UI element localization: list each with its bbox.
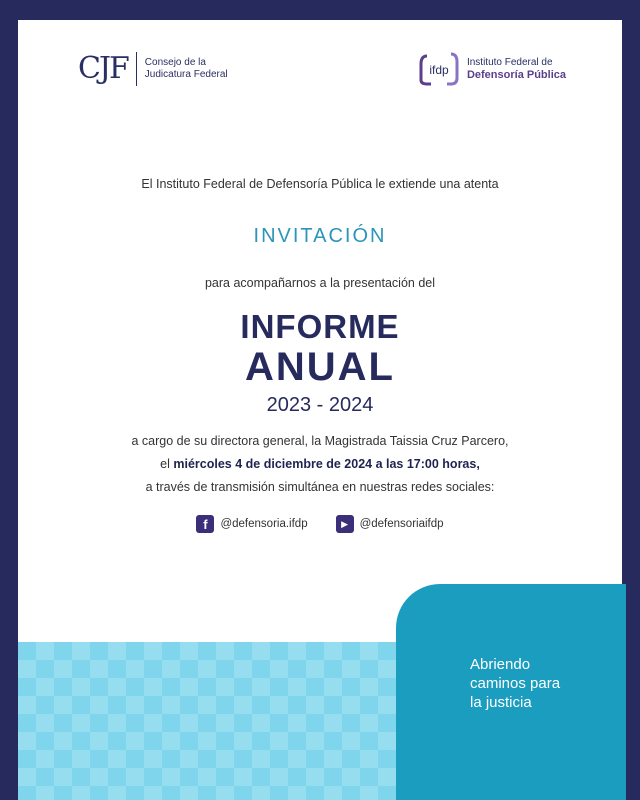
logo-divider <box>136 52 137 86</box>
slogan-line3: la justicia <box>470 694 532 711</box>
ifdp-name-line1: Instituto Federal de <box>466 57 553 68</box>
intro-text: El Instituto Federal de Defensoría Pública le extiende una atenta <box>141 177 499 191</box>
social-links <box>18 515 622 533</box>
broadcast-text: a través de transmisión simultánea en nuestras redes sociales: <box>145 480 495 494</box>
youtube-icon: ▶ <box>336 515 354 533</box>
presenter-text: a cargo de su directora general, la Magistrada Taissia Cruz Parcero, <box>131 434 509 448</box>
ifdp-emblem-icon <box>417 50 461 88</box>
date-text <box>18 457 622 471</box>
facebook-handle[interactable]: @defensoria.ifdp <box>220 518 308 530</box>
ifdp-emblem-text: ifdp <box>429 63 449 77</box>
social-youtube[interactable] <box>336 515 444 533</box>
date-time: miércoles 4 de diciembre de 2024 a las 17:00 horas, <box>173 457 480 471</box>
slogan-line1: Abriendo <box>470 656 531 673</box>
report-title-line2: ANUAL <box>245 345 395 389</box>
cjf-monogram: CJF <box>78 51 128 86</box>
report-years: 2023 - 2024 <box>266 394 374 416</box>
slogan-line2: caminos para <box>470 675 561 692</box>
cjf-name <box>145 57 228 81</box>
youtube-handle[interactable]: @defensoriaifdp <box>359 518 444 530</box>
presentation-text: para acompañarnos a la presentación del <box>204 276 435 290</box>
ifdp-name-line2: Defensoría Pública <box>466 69 566 81</box>
slogan <box>470 655 560 712</box>
report-title-line1: INFORME <box>240 308 400 345</box>
invitation-heading: INVITACIÓN <box>253 225 387 247</box>
date-prefix: el <box>160 457 170 471</box>
cjf-name-line1: Consejo de la <box>144 57 206 68</box>
cjf-logo <box>78 52 228 86</box>
ifdp-name <box>467 56 566 82</box>
cjf-name-line2: Judicatura Federal <box>144 69 228 80</box>
ifdp-logo <box>417 50 566 88</box>
facebook-icon: f <box>196 515 214 533</box>
social-facebook[interactable] <box>196 515 307 533</box>
